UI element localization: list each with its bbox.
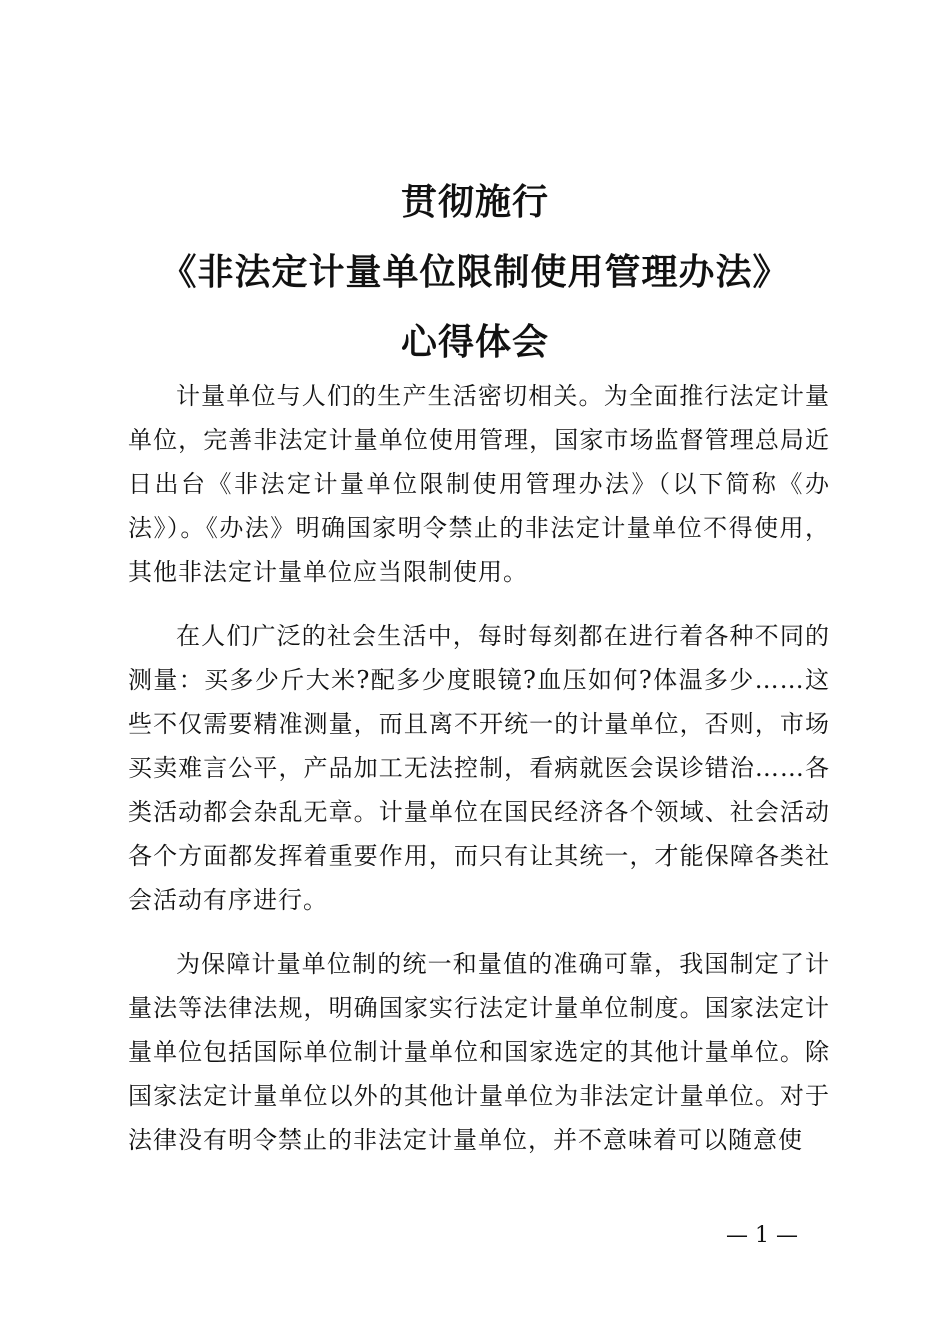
paragraph-3: 为保障计量单位制的统一和量值的准确可靠，我国制定了计量法等法律法规，明确国家实行法定计量单位制度。国家法定计量单位包括国际单位制计量单位和国家选定的其他计量单位。除国家法定计量单位以外的其他计量单位为非法定计量单位。对于法律没有明令禁止的非法定计量单位，并不意味着可以随意使 — [128, 950, 830, 1154]
document-title — [0, 168, 950, 378]
paragraph-2: 在人们广泛的社会生活中，每时每刻都在进行着各种不同的测量：买多少斤大米?配多少度眼镜?血压如何?体温多少……这些不仅需要精准测量，而且离不开统一的计量单位，否则，市场买卖难言公平，产品加工无法控制，看病就医会误诊错治……各类活动都会杂乱无章。计量单位在国民经济各个领域、社会活动各个方面都发挥着重要作用，而只有让其统一，才能保障各类社会活动有序进行。 — [128, 622, 830, 914]
page-number: — 1 — — [726, 1223, 798, 1248]
title-line-1: 贯彻施行 — [400, 182, 549, 223]
title-line-3: 心得体会 — [400, 322, 549, 363]
paragraph-1: 计量单位与人们的生产生活密切相关。为全面推行法定计量单位，完善非法定计量单位使用管理，国家市场监督管理总局近日出台《非法定计量单位限制使用管理办法》（以下简称《办法》）。《办法》明确国家明令禁止的非法定计量单位不得使用，其他非法定计量单位应当限制使用。 — [128, 382, 830, 586]
document-body — [128, 374, 830, 1182]
title-line-2: 《非法定计量单位限制使用管理办法》 — [160, 252, 790, 293]
